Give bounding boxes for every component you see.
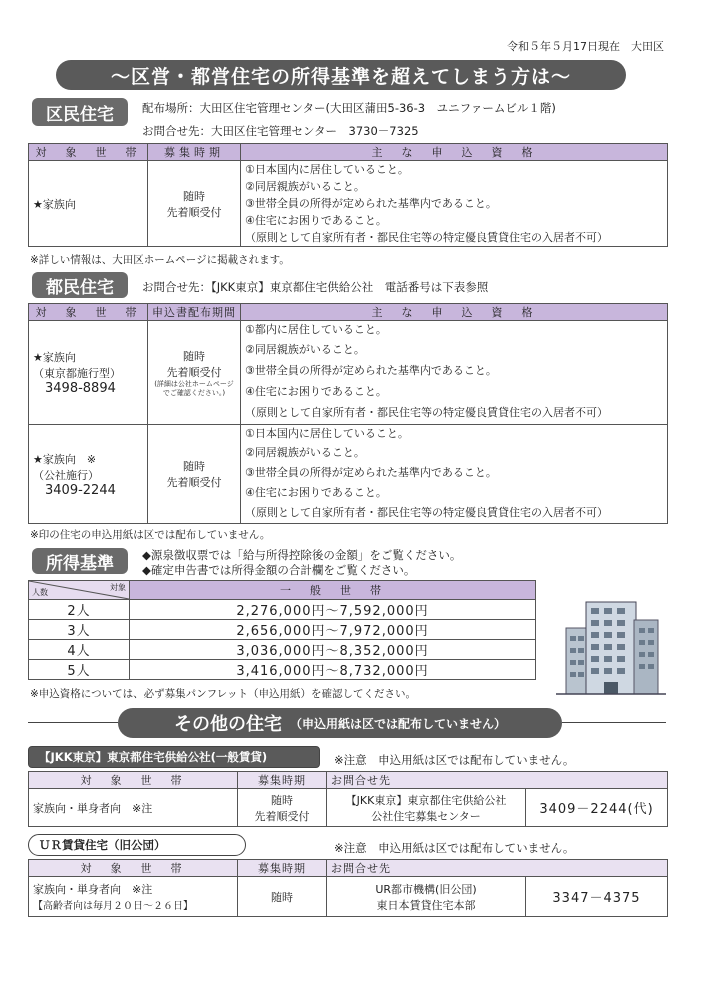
contact-line: 公社住宅募集センター (371, 809, 481, 823)
qual-item: ③世帯全員の所得が定められた基準内であること。 (245, 197, 497, 210)
jkk-phone: 3409－2244(代) (526, 789, 668, 827)
period-line: 随時 (271, 793, 293, 807)
income-label: 所得基準 (32, 548, 128, 574)
kumin-contact: お問合せ先：大田区住宅管理センター 3730－7325 (142, 124, 419, 138)
kumin-table (28, 143, 668, 247)
qual-item: ④住宅にお困りであること。 (245, 486, 387, 499)
target-line: 家族向・単身者向 ※注 (33, 883, 153, 896)
qual-item: ②同居親族がいること。 (245, 446, 365, 459)
qual-item: （原則として自家所有者・都民住宅等の特定優良賃貸住宅の入居者不可） (245, 406, 608, 419)
period-line: 随時 (183, 460, 205, 473)
income-bullet-1: ◆源泉徴収票では「給与所得控除後の金額」をご覧ください。 (142, 548, 462, 562)
jkk-tag: 【JKK東京】東京都住宅供給公社(一般賃貸) (28, 746, 320, 768)
ur-period: 随時 (238, 877, 327, 917)
jkk-period (238, 789, 327, 827)
building-illustration (556, 598, 666, 698)
jkk-target: 家族向・単身者向 ※注 (29, 789, 238, 827)
ur-tag: ＵＲ賃貸住宅（旧公団） (28, 834, 246, 856)
header-target: 対 象 世 帯 (29, 144, 148, 161)
ur-contact (327, 877, 526, 917)
target-sub: （公社施行） (33, 468, 99, 482)
income-range: 2,276,000円～7,592,000円 (130, 600, 536, 620)
target-line: ★家族向 ※ (33, 452, 97, 466)
banner-title: ～区営・都営住宅の所得基準を超えてしまう方は～ (56, 60, 626, 90)
kumin-label: 区民住宅 (32, 98, 128, 126)
header-quals: 主 な 申 込 資 格 (241, 144, 668, 161)
contact-line: UR都市機構(旧公団) (375, 882, 477, 896)
contact-line: 【JKK東京】東京都住宅供給公社 (345, 793, 507, 807)
qual-item: ②同居親族がいること。 (245, 180, 365, 193)
tomin-note: ※印の住宅の申込用紙は区では配布していません。 (30, 529, 271, 541)
other-title (118, 708, 562, 738)
header-target: 対 象 世 帯 (29, 772, 238, 789)
period-line: 先着順受付 (166, 205, 222, 219)
kumin-target: ★家族向 (29, 161, 148, 247)
jkk-note: ※注意 申込用紙は区では配布していません。 (334, 753, 575, 767)
header-period: 募集時期 (238, 860, 327, 877)
income-note: ※申込資格については、必ず募集パンフレット（申込用紙）を確認してください。 (30, 688, 417, 700)
target-sub: （東京都施行型） (33, 367, 121, 380)
qual-item: ①日本国内に居住していること。 (245, 163, 409, 176)
jkk-table (28, 771, 668, 827)
jkk-contact (327, 789, 526, 827)
header-quals: 主 な 申 込 資 格 (241, 304, 668, 321)
header-target: 対 象 世 帯 (29, 304, 148, 321)
ur-table (28, 859, 668, 917)
target-phone: 3409-2244 (45, 482, 116, 498)
other-subtitle: （申込用紙は区では配布していません） (289, 716, 506, 731)
qual-item: ③世帯全員の所得が定められた基準内であること。 (245, 364, 497, 377)
period-line: 先着順受付 (254, 809, 310, 823)
tomin-row1-quals (241, 321, 668, 425)
header-target: 対 象 世 帯 (29, 860, 238, 877)
header-period: 募集時期 (238, 772, 327, 789)
qual-item: （原則として自家所有者・都民住宅等の特定優良賃貸住宅の入居者不可） (245, 231, 608, 244)
tomin-table (28, 303, 668, 524)
income-header: 一 般 世 帯 (130, 581, 536, 600)
ur-note: ※注意 申込用紙は区では配布していません。 (334, 841, 575, 855)
kumin-period (148, 161, 241, 247)
corner-right: 対象 (110, 583, 126, 592)
tomin-label: 都民住宅 (32, 272, 128, 298)
income-corner (29, 581, 130, 600)
qual-item: ④住宅にお困りであること。 (245, 385, 387, 398)
income-bullet-2: ◆確定申告書では所得金額の合計欄をご覧ください。 (142, 563, 416, 577)
header-period: 申込書配布期間 (148, 304, 241, 321)
period-line: 先着順受付 (166, 476, 222, 489)
income-table (28, 580, 536, 680)
income-people: 2人 (29, 600, 130, 620)
header-period: 募集時期 (148, 144, 241, 161)
header-contact: お問合せ先 (327, 860, 668, 877)
period-line: 随時 (183, 189, 205, 203)
ur-target (29, 877, 238, 917)
tomin-row1-target (29, 321, 148, 425)
target-sub: 【高齢者向は毎月２０日～２６日】 (33, 901, 193, 912)
income-range: 3,036,000円～8,352,000円 (130, 640, 536, 660)
kumin-note: ※詳しい情報は、大田区ホームページに掲載されます。 (30, 254, 290, 266)
qual-item: ②同居親族がいること。 (245, 343, 365, 356)
tomin-contact: お問合せ先：【JKK東京】東京都住宅供給公社 電話番号は下表参照 (142, 280, 489, 294)
target-phone: 3498-8894 (45, 381, 116, 396)
qual-item: ④住宅にお困りであること。 (245, 214, 387, 227)
income-people: 5人 (29, 660, 130, 680)
tomin-row1-period (148, 321, 241, 425)
qual-item: ①日本国内に居住していること。 (245, 427, 409, 440)
target-line: ★家族向 (33, 351, 76, 364)
divider-right (562, 722, 666, 723)
header-contact: お問合せ先 (327, 772, 668, 789)
period-line: 随時 (183, 349, 205, 363)
kumin-quals (241, 161, 668, 247)
qual-item: ①都内に居住していること。 (245, 323, 387, 336)
income-people: 3人 (29, 620, 130, 640)
divider-left (28, 722, 118, 723)
other-title-text: その他の住宅 (173, 714, 282, 735)
income-range: 3,416,000円～8,732,000円 (130, 660, 536, 680)
kumin-distribution: 配布場所：大田区住宅管理センター(大田区蒲田5-36-3 ユニファームビル１階) (142, 101, 556, 115)
period-line: (詳細は公社ホームページでご確認ください。) (154, 379, 234, 397)
qual-item: ③世帯全員の所得が定められた基準内であること。 (245, 466, 497, 479)
tomin-row2-target (29, 425, 148, 524)
contact-line: 東日本賃貸住宅本部 (376, 898, 476, 912)
corner-left: 人数 (32, 588, 48, 597)
income-range: 2,656,000円～7,972,000円 (130, 620, 536, 640)
income-people: 4人 (29, 640, 130, 660)
date-line: 令和５年５月17日現在 大田区 (507, 40, 664, 53)
tomin-row2-quals (241, 425, 668, 524)
qual-item: （原則として自家所有者・都民住宅等の特定優良賃貸住宅の入居者不可） (245, 506, 608, 519)
period-line: 先着順受付 (166, 365, 222, 379)
tomin-row2-period (148, 425, 241, 524)
ur-phone: 3347－4375 (526, 877, 668, 917)
